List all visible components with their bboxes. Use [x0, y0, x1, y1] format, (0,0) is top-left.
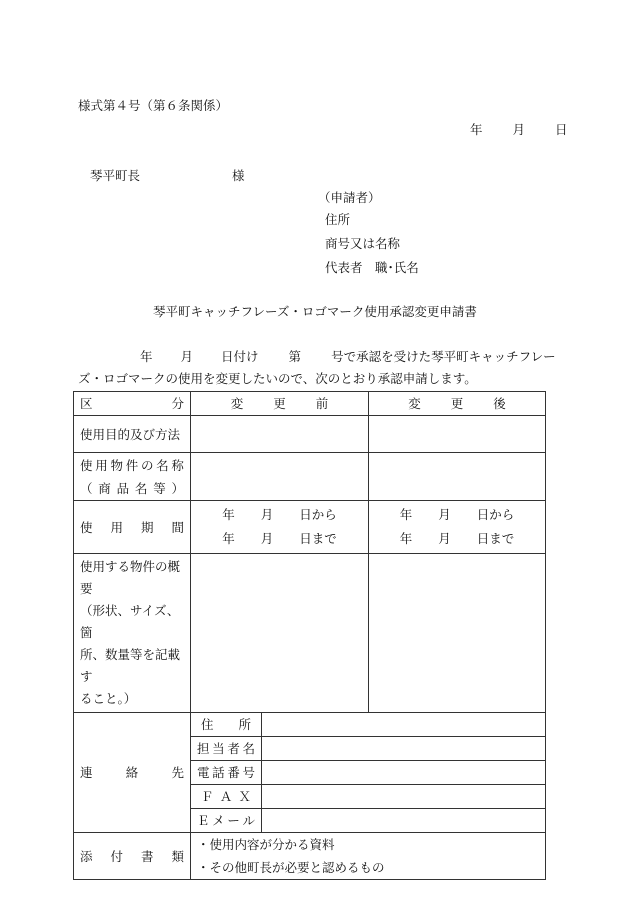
overview-after-cell[interactable]	[369, 554, 546, 713]
overview-before-cell[interactable]	[191, 554, 369, 713]
table-row	[74, 416, 546, 453]
contact-label: 連 絡 先	[74, 713, 191, 833]
period-label: 使 用 期 間	[74, 501, 191, 554]
contact-address-cell[interactable]	[262, 713, 546, 737]
contact-email-cell[interactable]	[262, 809, 546, 833]
date-year: 年	[470, 122, 483, 137]
body-line1-rest: 号で承認を受けた琴平町キャッチフレー	[331, 349, 556, 364]
table-row	[74, 833, 546, 880]
body-text	[78, 346, 556, 390]
item-name-before-cell[interactable]	[191, 453, 369, 501]
document-title: 琴平町キャッチフレーズ・ロゴマーク使用承認変更申請書	[153, 304, 477, 319]
addressee-honorific: 様	[232, 168, 245, 183]
header-before: 変 更 前	[191, 392, 369, 416]
submission-date	[470, 124, 568, 137]
overview-label: 使用する物件の概要 （形状、サイズ、箇 所、数量等を記載す ること。）	[74, 554, 191, 713]
body-line2: ズ・ロゴマークの使用を変更したいので、次のとおり承認申請します。	[78, 371, 477, 386]
attachment-item: ・使用内容が分かる資料	[197, 837, 335, 852]
applicant-heading: （申請者）	[318, 190, 381, 205]
contact-phone-label: 電 話 番 号	[191, 761, 262, 785]
contact-fax-cell[interactable]	[262, 785, 546, 809]
attachments-cell	[191, 833, 546, 880]
contact-phone-cell[interactable]	[262, 761, 546, 785]
contact-person-label: 担 当 者 名	[191, 737, 262, 761]
body-year: 年	[140, 349, 153, 364]
date-month: 月	[512, 122, 526, 137]
attachment-item: ・その他町長が必要と認めるもの	[197, 860, 385, 875]
item-name-label: 使 用 物 件 の 名 称 （ 商 品 名 等 ）	[74, 453, 191, 501]
table-row	[74, 713, 546, 737]
contact-fax-label: Ｆ Ａ Ｘ	[191, 785, 262, 809]
contact-email-label: Ｅ メ ー ル	[191, 809, 262, 833]
purpose-after-cell[interactable]	[369, 416, 546, 453]
table-row	[74, 453, 546, 501]
form-number: 様式第４号（第６条関係）	[78, 98, 229, 113]
contact-person-cell[interactable]	[262, 737, 546, 761]
purpose-before-cell[interactable]	[191, 416, 369, 453]
body-date: 日付け	[221, 349, 259, 364]
item-name-after-cell[interactable]	[369, 453, 546, 501]
purpose-label: 使用目的及び方法	[74, 416, 191, 453]
table-row	[74, 554, 546, 713]
applicant-company-label: 商号又は名称	[325, 236, 401, 251]
attachments-label: 添 付 書 類	[74, 833, 191, 880]
period-before-cell[interactable]: 年 月 日から 年 月 日まで	[191, 501, 369, 554]
table-row	[74, 501, 546, 554]
period-after-cell[interactable]: 年 月 日から 年 月 日まで	[369, 501, 546, 554]
applicant-address-label: 住所	[325, 212, 351, 227]
header-after: 変 更 後	[369, 392, 546, 416]
table-header-row	[74, 392, 546, 416]
applicant-representative-label: 代表者 職･氏名	[325, 260, 419, 275]
contact-address-label: 住 所	[191, 713, 262, 737]
date-day: 日	[555, 122, 568, 137]
addressee-name: 琴平町長	[90, 168, 141, 183]
body-number: 第	[288, 349, 302, 364]
header-category: 区 分	[74, 392, 191, 416]
application-table	[73, 391, 546, 880]
body-month: 月	[180, 349, 194, 364]
